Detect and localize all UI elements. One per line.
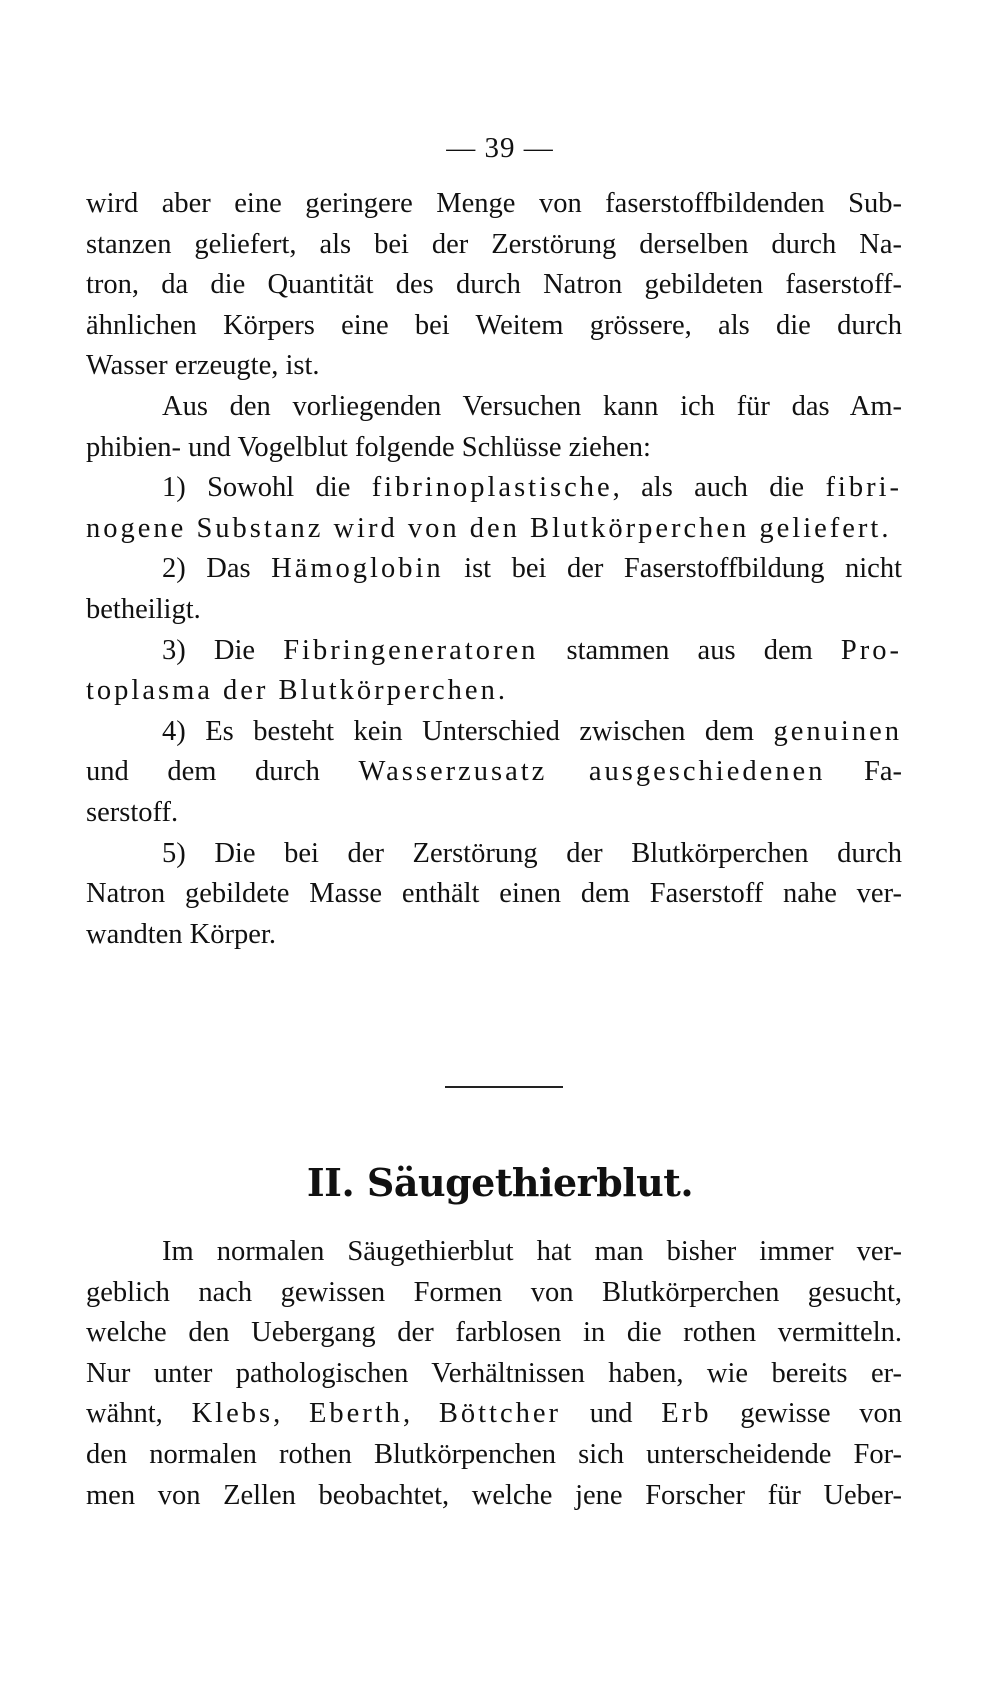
- text-segment: ist bei der Faserstoffbildung nicht: [443, 553, 902, 585]
- text-segment: serstoff.: [86, 796, 179, 828]
- spaced-term: genuinen: [773, 715, 902, 747]
- text-line: [86, 387, 902, 428]
- text-segment: Nur unter pathologischen Verhältnissen haben, wie bereits er-: [86, 1357, 902, 1389]
- text-segment: 5) Die bei der Zerstörung der Blutkörperchen durch: [162, 837, 902, 869]
- text-line: [86, 549, 902, 590]
- text-segment: nogene: [86, 512, 187, 544]
- text-line: [86, 915, 902, 956]
- text-line: [86, 590, 902, 631]
- text-line: [86, 834, 902, 875]
- spaced-term: Klebs: [191, 1398, 274, 1430]
- text-line: [86, 1354, 902, 1395]
- text-segment: welche den Uebergang der farblosen in die rothen vermitteln.: [86, 1317, 902, 1349]
- text-line: [86, 671, 902, 712]
- spaced-term: der Blutkörperchen.: [212, 675, 508, 707]
- text-line: [86, 265, 902, 306]
- text-segment: wähnt,: [86, 1398, 192, 1430]
- text-segment: gewisse von: [711, 1398, 902, 1430]
- text-segment: stammen aus dem: [538, 634, 841, 666]
- spaced-term: Böttcher: [438, 1398, 561, 1430]
- text-segment: wird aber eine geringere Menge von faserstoffbildenden Sub-: [86, 188, 902, 219]
- spaced-term: Eberth: [308, 1398, 403, 1430]
- text-line: [86, 1232, 902, 1273]
- text-segment: geblich nach gewissen Formen von Blutkörperchen gesucht,: [86, 1276, 902, 1308]
- text-segment: ähnlichen Körpers eine bei Weitem grössere, als die durch: [86, 309, 902, 341]
- spaced-term: Pro-: [840, 634, 902, 666]
- text-segment: toplasma: [86, 675, 213, 707]
- text-segment: und dem durch: [86, 756, 359, 788]
- text-line: [86, 1273, 902, 1314]
- page-number: — 39 —: [446, 132, 554, 164]
- text-segment: Im normalen Säugethierblut hat man bisher immer ver-: [162, 1236, 902, 1267]
- text-line: [86, 509, 902, 550]
- paragraph-block-mammal-blood: [86, 1232, 902, 1516]
- section-heading: II. Säugethierblut.: [306, 1160, 694, 1205]
- text-line: [86, 306, 902, 347]
- text-line: [86, 631, 902, 672]
- text-line: [86, 793, 902, 834]
- text-line: [86, 1435, 902, 1476]
- text-line: [86, 225, 902, 266]
- text-line: [86, 712, 902, 753]
- text-line: [86, 874, 902, 915]
- text-segment: Natron gebildete Masse enthält einen dem Faserstoff nahe ver-: [86, 878, 902, 910]
- text-segment: Aus den vorliegenden Versuchen kann ich für das Am-: [162, 390, 902, 422]
- spaced-term: Substanz wird von den Blutkörperchen geliefert.: [186, 512, 892, 544]
- text-segment: Fa-: [825, 756, 902, 788]
- text-line: [86, 1313, 902, 1354]
- text-segment: , als auch die: [612, 472, 826, 504]
- text-segment: betheiligt.: [86, 593, 201, 625]
- spaced-term: Erb: [661, 1398, 712, 1430]
- text-segment: 2) Das: [162, 553, 272, 585]
- text-segment: men von Zellen beobachtet, welche jene Forscher für Ueber-: [86, 1479, 902, 1511]
- text-line: [86, 428, 902, 469]
- text-segment: ,: [402, 1398, 439, 1430]
- text-segment: den normalen rothen Blutkörpenchen sich unterscheidende For-: [86, 1438, 902, 1470]
- text-line: [86, 346, 902, 387]
- text-line: [86, 752, 902, 793]
- section-divider-rule: [445, 1086, 563, 1088]
- text-segment: phibien- und Vogelblut folgende Schlüsse ziehen:: [86, 431, 651, 463]
- text-segment: 1) Sowohl die: [162, 472, 372, 504]
- text-segment: wandten Körper.: [86, 918, 276, 950]
- text-segment: ,: [273, 1398, 309, 1430]
- spaced-term: fibrinoplastische: [371, 472, 613, 504]
- text-line: [86, 184, 902, 225]
- text-segment: tron, da die Quantität des durch Natron gebildeten faserstoff-: [86, 269, 902, 301]
- spaced-term: Wasserzusatz ausgeschiedenen: [358, 756, 826, 788]
- text-line: [86, 1394, 902, 1435]
- spaced-term: Hämoglobin: [271, 553, 444, 585]
- text-segment: 3) Die: [162, 634, 284, 666]
- text-line: [86, 468, 902, 509]
- spaced-term: Fibringeneratoren: [283, 634, 539, 666]
- text-segment: 4) Es besteht kein Unterschied zwischen dem: [162, 715, 774, 747]
- paragraph-block-conclusions: [86, 184, 902, 955]
- text-segment: und: [560, 1398, 662, 1430]
- text-segment: Wasser erzeugte, ist.: [86, 350, 320, 382]
- spaced-term: fibri-: [825, 472, 902, 504]
- text-line: [86, 1476, 902, 1517]
- text-segment: stanzen geliefert, als bei der Zerstörung derselben durch Na-: [86, 228, 902, 260]
